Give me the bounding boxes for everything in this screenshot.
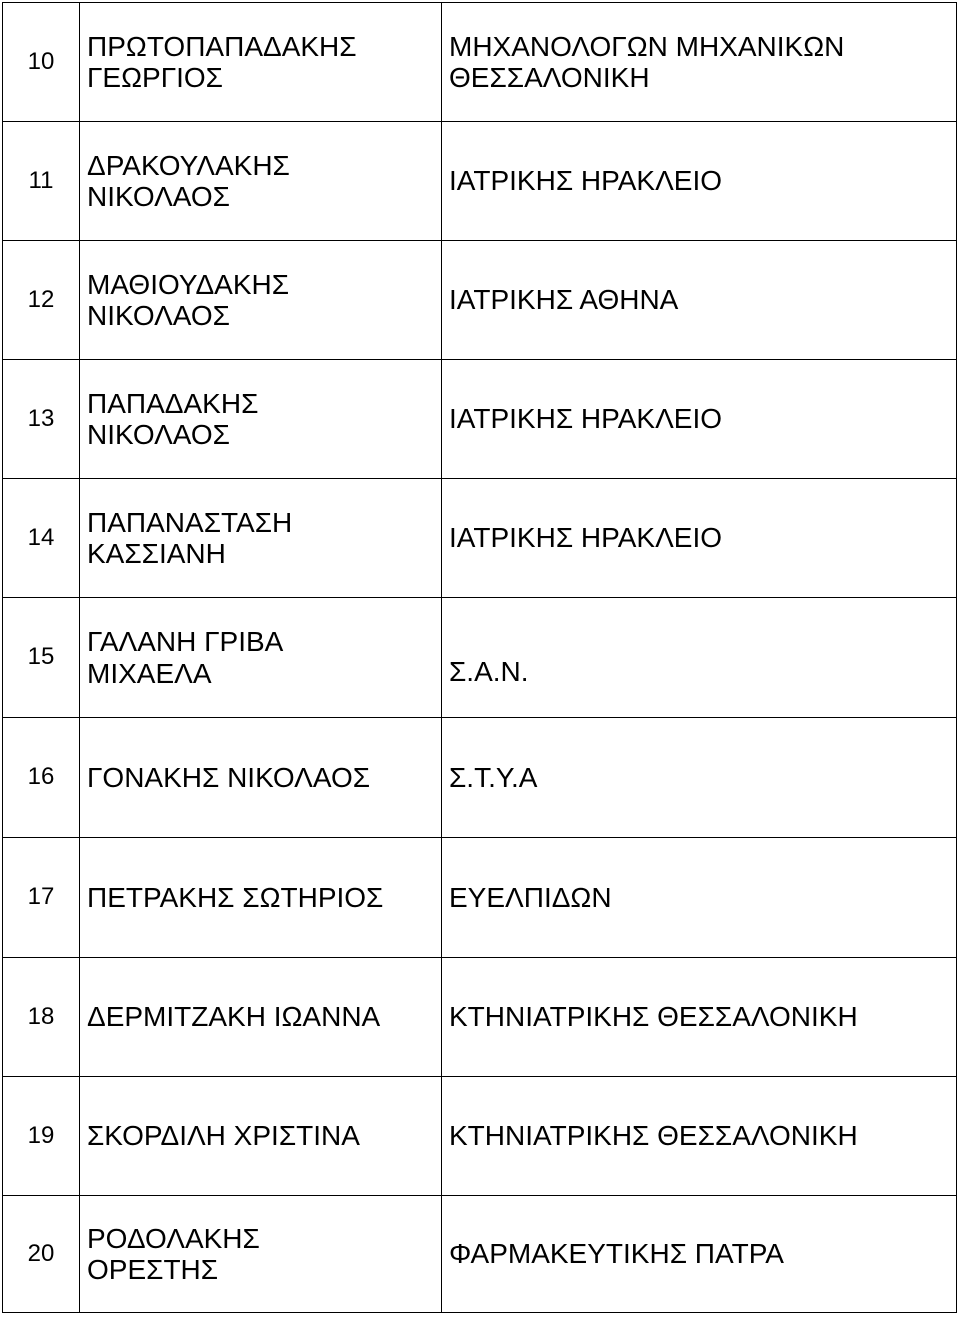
- table-row: [3, 718, 957, 838]
- student-name: [80, 838, 442, 958]
- row-number: 11: [3, 122, 80, 241]
- row-number: 12: [3, 241, 80, 360]
- table-row: [3, 598, 957, 718]
- school-line: ΙΑΤΡΙΚΗΣ ΑΘΗΝΑ: [449, 284, 679, 316]
- school-line: ΙΑΤΡΙΚΗΣ ΗΡΑΚΛΕΙΟ: [449, 165, 723, 197]
- school-line: Σ.Τ.Υ.Α: [449, 761, 538, 793]
- name-line: ΣΚΟΡΔΙΛΗ ΧΡΙΣΤΙΝΑ: [87, 1120, 360, 1152]
- name-line: ΠΡΩΤΟΠΑΠΑΔΑΚΗΣ: [87, 30, 357, 62]
- name-line: ΚΑΣΣΙΑΝΗ: [87, 538, 226, 569]
- table-row: [3, 479, 957, 598]
- school-name: [442, 122, 957, 241]
- student-name: [80, 360, 442, 479]
- table-row: [3, 360, 957, 479]
- student-name: [80, 718, 442, 838]
- school-line: ΕΥΕΛΠΙΔΩΝ: [449, 881, 612, 913]
- school-name: [442, 1196, 957, 1313]
- name-line: ΓΟΝΑΚΗΣ ΝΙΚΟΛΑΟΣ: [87, 761, 371, 793]
- name-line: ΔΕΡΜΙΤΖΑΚΗ ΙΩΑΝΝΑ: [87, 1001, 381, 1033]
- name-line: ΝΙΚΟΛΑΟΣ: [87, 419, 230, 450]
- row-number: 16: [3, 718, 80, 838]
- school-line: ΦΑΡΜΑΚΕΥΤΙΚΗΣ ΠΑΤΡΑ: [449, 1238, 784, 1270]
- results-table: [2, 2, 957, 1313]
- school-line: ΙΑΤΡΙΚΗΣ ΗΡΑΚΛΕΙΟ: [449, 403, 723, 435]
- student-name: [80, 3, 442, 122]
- table-row: [3, 838, 957, 958]
- school-line: ΚΤΗΝΙΑΤΡΙΚΗΣ ΘΕΣΣΑΛΟΝΙΚΗ: [449, 1120, 858, 1152]
- row-number: 19: [3, 1077, 80, 1196]
- student-name: [80, 1196, 442, 1313]
- table-row: [3, 3, 957, 122]
- row-number: 10: [3, 3, 80, 122]
- row-number: 17: [3, 838, 80, 958]
- table-row: [3, 122, 957, 241]
- student-name: [80, 479, 442, 598]
- school-line: ΜΗΧΑΝΟΛΟΓΩΝ ΜΗΧΑΝΙΚΩΝ: [449, 30, 845, 62]
- name-line: ΓΕΩΡΓΙΟΣ: [87, 62, 223, 93]
- student-name: [80, 1077, 442, 1196]
- school-name: [442, 479, 957, 598]
- student-name: [80, 122, 442, 241]
- school-name: [442, 241, 957, 360]
- name-line: ΡΟΔΟΛΑΚΗΣ: [87, 1222, 260, 1254]
- school-name: [442, 1077, 957, 1196]
- school-name: [442, 3, 957, 122]
- name-line: ΜΙΧΑΕΛΑ: [87, 657, 212, 689]
- row-number: 18: [3, 958, 80, 1077]
- name-line: ΝΙΚΟΛΑΟΣ: [87, 300, 230, 331]
- name-line: ΠΕΤΡΑΚΗΣ ΣΩΤΗΡΙΟΣ: [87, 881, 384, 913]
- student-name: [80, 598, 442, 718]
- school-name: [442, 958, 957, 1077]
- school-name: [442, 838, 957, 958]
- row-number: 14: [3, 479, 80, 598]
- school-name: [442, 598, 957, 718]
- school-line: Σ.Α.Ν.: [449, 655, 529, 687]
- school-name: [442, 718, 957, 838]
- table-row: [3, 1196, 957, 1313]
- name-line: ΓΑΛΑΝΗ ΓΡΙΒΑ: [87, 626, 284, 658]
- row-number: 13: [3, 360, 80, 479]
- table-row: [3, 958, 957, 1077]
- name-line: ΔΡΑΚΟΥΛΑΚΗΣ: [87, 149, 290, 181]
- student-name: [80, 958, 442, 1077]
- name-line: ΜΑΘΙΟΥΔΑΚΗΣ: [87, 268, 290, 300]
- school-line: ΙΑΤΡΙΚΗΣ ΗΡΑΚΛΕΙΟ: [449, 522, 723, 554]
- name-line: ΠΑΠΑΝΑΣΤΑΣΗ: [87, 506, 293, 538]
- student-name: [80, 241, 442, 360]
- table-row: [3, 241, 957, 360]
- name-line: ΟΡΕΣΤΗΣ: [87, 1254, 219, 1285]
- school-name: [442, 360, 957, 479]
- school-line: ΘΕΣΣΑΛΟΝΙΚΗ: [449, 62, 650, 93]
- name-line: ΝΙΚΟΛΑΟΣ: [87, 181, 230, 212]
- name-line: ΠΑΠΑΔΑΚΗΣ: [87, 387, 259, 419]
- table-row: [3, 1077, 957, 1196]
- row-number: 20: [3, 1196, 80, 1313]
- row-number: 15: [3, 598, 80, 718]
- school-line: ΚΤΗΝΙΑΤΡΙΚΗΣ ΘΕΣΣΑΛΟΝΙΚΗ: [449, 1001, 858, 1033]
